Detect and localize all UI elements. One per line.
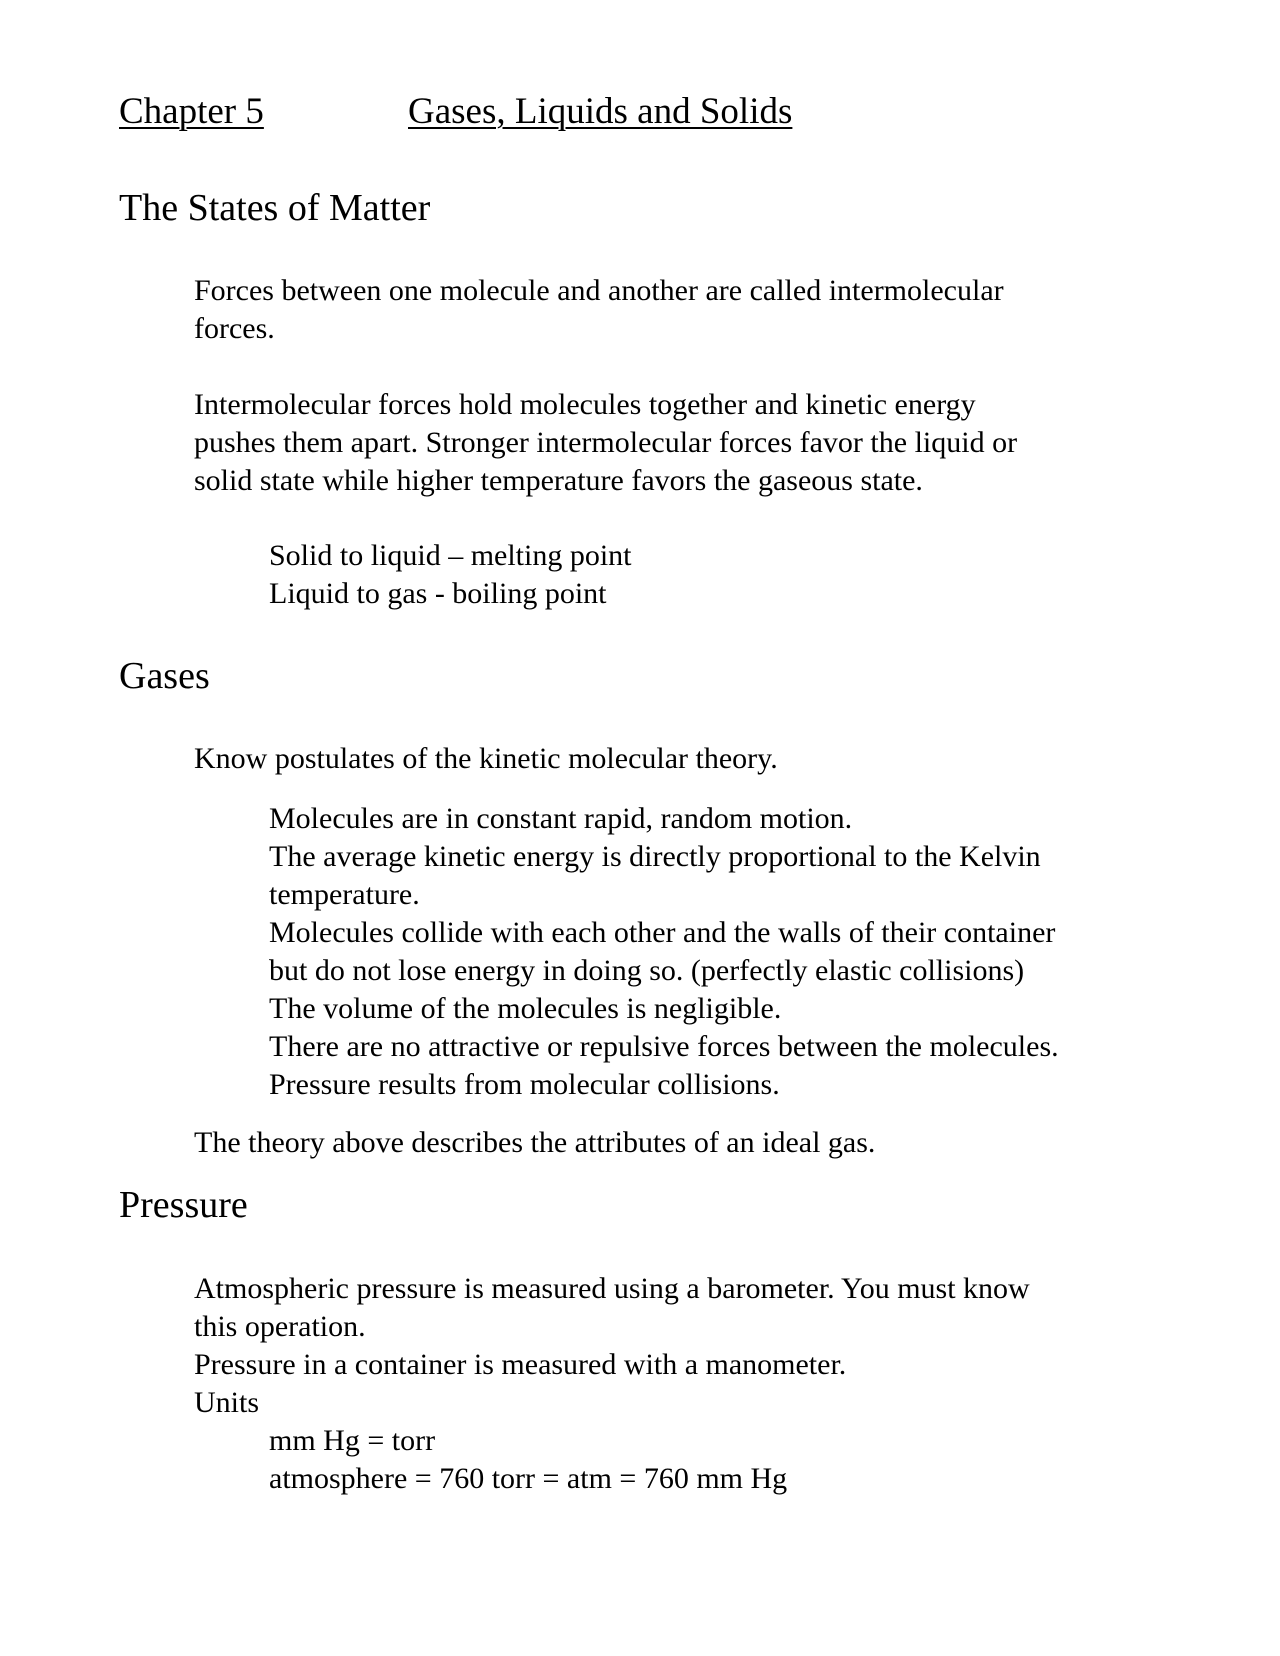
pressure-line: Atmospheric pressure is measured using a barometer. You must know: [194, 1272, 1030, 1305]
section-heading-gases: Gases: [119, 655, 210, 697]
unit-equivalence: mm Hg = torr: [269, 1424, 436, 1457]
section-heading-pressure: Pressure: [119, 1184, 248, 1226]
paragraph-line: forces.: [194, 312, 275, 345]
paragraph-line: Intermolecular forces hold molecules together and kinetic energy: [194, 388, 976, 421]
postulate-line: temperature.: [269, 878, 420, 911]
postulate-line: There are no attractive or repulsive forces between the molecules.: [269, 1030, 1059, 1063]
section-heading-states: The States of Matter: [119, 187, 431, 229]
paragraph-line: Forces between one molecule and another are called intermolecular: [194, 274, 1004, 307]
postulate-line: but do not lose energy in doing so. (perfectly elastic collisions): [269, 954, 1025, 987]
postulate-line: Pressure results from molecular collisions.: [269, 1068, 780, 1101]
postulate-line: The volume of the molecules is negligible.: [269, 992, 782, 1025]
transition-item: Liquid to gas - boiling point: [269, 577, 607, 610]
postulate-line: Molecules are in constant rapid, random motion.: [269, 802, 853, 835]
pressure-line: this operation.: [194, 1310, 366, 1343]
transition-item: Solid to liquid – melting point: [269, 539, 632, 572]
gases-intro: Know postulates of the kinetic molecular theory.: [194, 742, 778, 775]
paragraph-line: pushes them apart. Stronger intermolecular forces favor the liquid or: [194, 426, 1018, 459]
paragraph-line: solid state while higher temperature favors the gaseous state.: [194, 464, 923, 497]
pressure-line: Pressure in a container is measured with a manometer.: [194, 1348, 847, 1381]
unit-equivalence: atmosphere = 760 torr = atm = 760 mm Hg: [269, 1462, 788, 1495]
units-label: Units: [194, 1386, 260, 1419]
postulate-line: Molecules collide with each other and the walls of their container: [269, 916, 1056, 949]
chapter-title: Gases, Liquids and Solids: [408, 91, 793, 132]
gases-summary: The theory above describes the attributes of an ideal gas.: [194, 1126, 876, 1159]
postulate-line: The average kinetic energy is directly proportional to the Kelvin: [269, 840, 1041, 873]
chapter-number: Chapter 5: [119, 91, 264, 132]
